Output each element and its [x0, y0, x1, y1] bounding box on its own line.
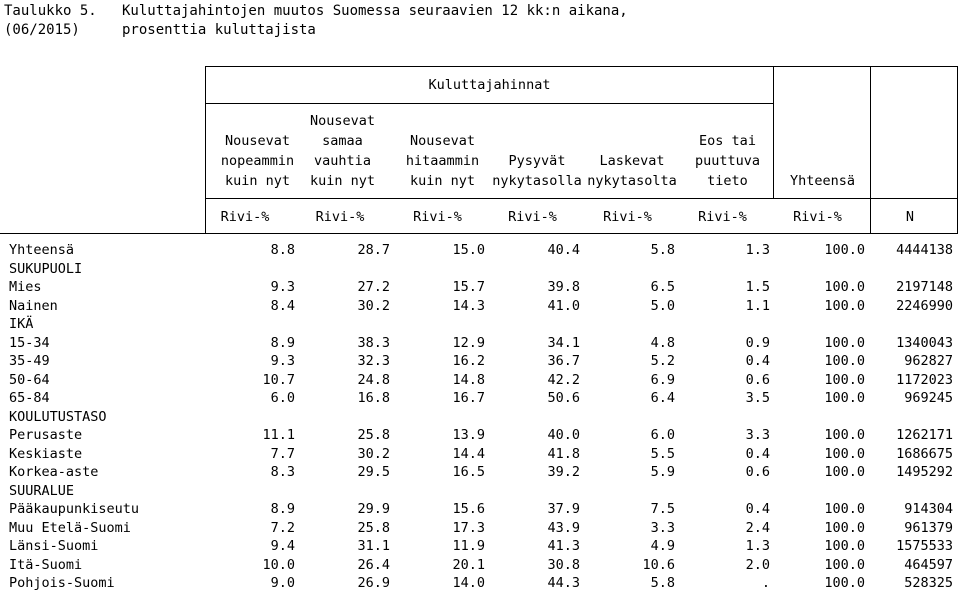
col-header-2: Nousevat samaa vauhtia kuin nyt: [309, 113, 376, 189]
cell-col-5: [585, 260, 680, 279]
row-label: Yhteensä: [9, 242, 75, 259]
cell-col-7: [775, 260, 870, 279]
section-header-row: [0, 482, 958, 501]
header-top-line: [205, 66, 958, 67]
cell-col-2: 30.2: [357, 297, 390, 314]
cell-col-5: [585, 482, 680, 501]
cell-col-4: 41.3: [547, 538, 580, 555]
cell-col-8: 1495292: [896, 464, 953, 481]
col-header-5: Laskevat nykytasolta: [587, 153, 677, 189]
cell-col-1: 6.0: [270, 390, 295, 407]
table-row: [0, 463, 958, 482]
cell-col-4: 44.3: [547, 575, 580, 592]
table-row: [0, 537, 958, 556]
cell-col-2: [300, 315, 395, 334]
cell-col-8: 1340043: [896, 334, 953, 351]
cell-col-3: [395, 482, 490, 501]
cell-col-6: 1.1: [745, 297, 770, 314]
table-row: [0, 574, 958, 593]
row-label: Nainen: [9, 297, 58, 314]
cell-col-5: 10.6: [642, 556, 675, 573]
cell-col-2: 32.3: [357, 353, 390, 370]
cell-col-7: [775, 315, 870, 334]
cell-col-1: [205, 260, 300, 279]
cell-col-7: 100.0: [824, 427, 865, 444]
row-label: 65-84: [9, 390, 50, 407]
table-row: [0, 334, 958, 353]
cell-col-3: 20.1: [452, 556, 485, 573]
header-mid-line: [205, 198, 958, 199]
title-date: (06/2015): [4, 22, 80, 38]
cell-col-8: 464597: [904, 556, 953, 573]
section-header-row: [0, 260, 958, 279]
unit-4: Rivi-%: [508, 209, 557, 225]
cell-col-6: [680, 260, 775, 279]
cell-col-3: [395, 408, 490, 427]
cell-col-2: 29.9: [357, 501, 390, 518]
table-row: [0, 241, 958, 260]
cell-col-8: 1172023: [896, 371, 953, 388]
cell-col-3: 14.4: [452, 445, 485, 462]
cell-col-5: 7.5: [650, 501, 675, 518]
unit-2: Rivi-%: [315, 209, 365, 225]
cell-col-2: 16.8: [357, 390, 390, 407]
section-header-row: [0, 408, 958, 427]
row-label: IKÄ: [9, 316, 34, 333]
cell-col-7: 100.0: [824, 575, 865, 592]
cell-col-8: 961379: [904, 519, 953, 536]
cell-col-7: 100.0: [824, 297, 865, 314]
cell-col-8: 1575533: [896, 538, 953, 555]
cell-col-5: 5.8: [650, 575, 675, 592]
table-row: [0, 278, 958, 297]
cell-col-6: [680, 482, 775, 501]
cell-col-2: 26.4: [357, 556, 390, 573]
unit-n: N: [905, 209, 915, 225]
cell-col-3: 11.9: [452, 538, 485, 555]
header-bottom-line: [0, 233, 958, 234]
cell-col-8: 528325: [904, 575, 953, 592]
cell-col-5: 5.5: [650, 445, 675, 462]
cell-col-6: 3.5: [745, 390, 770, 407]
row-label: Pääkaupunkiseutu: [9, 501, 140, 518]
cell-col-6: [680, 315, 775, 334]
group-header: Kuluttajahinnat: [428, 77, 551, 93]
cell-col-7: 100.0: [824, 556, 865, 573]
cell-col-7: 100.0: [824, 334, 865, 351]
table-row: [0, 352, 958, 371]
cell-col-4: 36.7: [547, 353, 580, 370]
cell-col-5: 6.9: [650, 371, 675, 388]
section-header-row: [0, 315, 958, 334]
row-label: Mies: [9, 279, 42, 296]
cell-col-6: 1.5: [745, 279, 770, 296]
table-row: [0, 389, 958, 408]
cell-col-3: 14.3: [452, 297, 485, 314]
row-label: SUKUPUOLI: [9, 260, 83, 277]
cell-col-8: 1686675: [896, 445, 953, 462]
cell-col-2: 28.7: [357, 242, 390, 259]
cell-col-7: 100.0: [824, 242, 865, 259]
cell-col-6: [680, 408, 775, 427]
cell-col-1: [205, 482, 300, 501]
cell-col-8: 2197148: [896, 279, 953, 296]
cell-col-6: 0.9: [745, 334, 770, 351]
table-row: [0, 297, 958, 316]
row-label: 35-49: [9, 353, 50, 370]
cell-col-7: 100.0: [824, 519, 865, 536]
cell-col-8: 914304: [904, 501, 953, 518]
cell-col-3: 16.7: [452, 390, 485, 407]
cell-col-3: 14.0: [452, 575, 485, 592]
cell-col-5: 6.5: [650, 279, 675, 296]
cell-col-4: 43.9: [547, 519, 580, 536]
cell-col-3: 16.5: [452, 464, 485, 481]
cell-col-5: 6.4: [650, 390, 675, 407]
row-label: Keskiaste: [9, 445, 83, 462]
cell-col-1: 9.3: [270, 279, 295, 296]
cell-col-4: 40.4: [547, 242, 580, 259]
cell-col-2: 29.5: [357, 464, 390, 481]
cell-col-5: 4.8: [650, 334, 675, 351]
cell-col-3: 15.6: [452, 501, 485, 518]
cell-col-2: 30.2: [357, 445, 390, 462]
cell-col-1: 7.2: [270, 519, 295, 536]
row-label: 50-64: [9, 371, 50, 388]
cell-col-7: 100.0: [824, 279, 865, 296]
table-row: [0, 556, 958, 575]
unit-5: Rivi-%: [603, 209, 652, 225]
table-row: [0, 445, 958, 464]
cell-col-7: 100.0: [824, 501, 865, 518]
cell-col-3: 14.8: [452, 371, 485, 388]
row-label: 15-34: [9, 334, 50, 351]
table-number: Taulukko 5.: [4, 3, 97, 19]
cell-col-3: 13.9: [452, 427, 485, 444]
cell-col-1: 7.7: [270, 445, 295, 462]
cell-col-7: 100.0: [824, 538, 865, 555]
cell-col-1: 8.8: [270, 242, 295, 259]
cell-col-1: 11.1: [262, 427, 295, 444]
col-header-6: Eos tai puuttuva tieto: [694, 133, 761, 189]
col-header-1: Nousevat nopeammin kuin nyt: [220, 133, 295, 189]
cell-col-4: 39.8: [547, 279, 580, 296]
cell-col-4: 34.1: [547, 334, 580, 351]
cell-col-1: 10.7: [262, 371, 295, 388]
cell-col-4: 42.2: [547, 371, 580, 388]
col-header-4: Pysyvät nykytasolla: [492, 153, 582, 189]
row-label: KOULUTUSTASO: [9, 408, 107, 425]
cell-col-2: [300, 482, 395, 501]
cell-col-6: 0.4: [745, 445, 770, 462]
cell-col-8: 969245: [904, 390, 953, 407]
cell-col-5: [585, 408, 680, 427]
cell-col-2: 25.8: [357, 519, 390, 536]
cell-col-1: 8.3: [270, 464, 295, 481]
cell-col-2: [300, 408, 395, 427]
header-n-line: [870, 66, 871, 233]
cell-col-3: 15.7: [452, 279, 485, 296]
cell-col-7: 100.0: [824, 353, 865, 370]
cell-col-8: 4444138: [896, 242, 953, 259]
cell-col-2: 25.8: [357, 427, 390, 444]
cell-col-3: [395, 315, 490, 334]
table-row: [0, 371, 958, 390]
cell-col-5: 3.3: [650, 519, 675, 536]
cell-col-5: 5.8: [650, 242, 675, 259]
row-label: Muu Etelä-Suomi: [9, 519, 131, 536]
row-label: Perusaste: [9, 427, 83, 444]
cell-col-6: 3.3: [745, 427, 770, 444]
cell-col-3: [395, 260, 490, 279]
cell-col-8: [870, 408, 958, 427]
unit-7: Rivi-%: [793, 209, 842, 225]
cell-col-1: 10.0: [262, 556, 295, 573]
cell-col-8: 2246990: [896, 297, 953, 314]
cell-col-3: 17.3: [452, 519, 485, 536]
row-label: Korkea-aste: [9, 464, 99, 481]
cell-col-6: 0.4: [745, 353, 770, 370]
cell-col-5: 5.9: [650, 464, 675, 481]
cell-col-2: 31.1: [357, 538, 390, 555]
header-right-line: [957, 66, 958, 233]
cell-col-6: 1.3: [745, 242, 770, 259]
table-row: [0, 426, 958, 445]
cell-col-6: .: [761, 575, 770, 592]
cell-col-4: [490, 260, 585, 279]
unit-1: Rivi-%: [220, 209, 270, 225]
cell-col-8: 962827: [904, 353, 953, 370]
cell-col-6: 0.6: [745, 464, 770, 481]
title-line-1: Kuluttajahintojen muutos Suomessa seuraavien 12 kk:n aikana,: [122, 3, 628, 19]
table-row: [0, 500, 958, 519]
cell-col-5: [585, 315, 680, 334]
unit-6: Rivi-%: [698, 209, 747, 225]
cell-col-3: 15.0: [452, 242, 485, 259]
cell-col-6: 0.4: [745, 501, 770, 518]
table-row: [0, 519, 958, 538]
cell-col-5: 5.0: [650, 297, 675, 314]
cell-col-1: [205, 408, 300, 427]
cell-col-7: 100.0: [824, 464, 865, 481]
cell-col-4: 41.0: [547, 297, 580, 314]
cell-col-3: 12.9: [452, 334, 485, 351]
cell-col-8: 1262171: [896, 427, 953, 444]
cell-col-8: [870, 482, 958, 501]
cell-col-1: 8.9: [270, 334, 295, 351]
cell-col-2: [300, 260, 395, 279]
cell-col-4: 37.9: [547, 501, 580, 518]
cell-col-6: 1.3: [745, 538, 770, 555]
cell-col-7: 100.0: [824, 390, 865, 407]
cell-col-5: 5.2: [650, 353, 675, 370]
cell-col-5: 4.9: [650, 538, 675, 555]
cell-col-6: 2.0: [745, 556, 770, 573]
cell-col-1: 9.0: [270, 575, 295, 592]
cell-col-7: 100.0: [824, 371, 865, 388]
cell-col-1: 9.4: [270, 538, 295, 555]
row-label: SUURALUE: [9, 482, 75, 499]
cell-col-4: [490, 315, 585, 334]
cell-col-1: 8.9: [270, 501, 295, 518]
cell-col-1: 9.3: [270, 353, 295, 370]
cell-col-7: [775, 482, 870, 501]
cell-col-2: 38.3: [357, 334, 390, 351]
cell-col-2: 26.9: [357, 575, 390, 592]
row-label: Länsi-Suomi: [9, 538, 99, 555]
cell-col-5: 6.0: [650, 427, 675, 444]
row-label: Itä-Suomi: [9, 556, 83, 573]
title-line-2: prosenttia kuluttajista: [122, 22, 316, 38]
col-header-7: Yhteensä: [789, 173, 856, 189]
cell-col-8: [870, 315, 958, 334]
cell-col-4: 30.8: [547, 556, 580, 573]
cell-col-2: 27.2: [357, 279, 390, 296]
cell-col-4: 39.2: [547, 464, 580, 481]
row-label: Pohjois-Suomi: [9, 575, 115, 592]
cell-col-8: [870, 260, 958, 279]
data-table: [0, 241, 958, 593]
cell-col-4: 41.8: [547, 445, 580, 462]
cell-col-6: 2.4: [745, 519, 770, 536]
cell-col-7: [775, 408, 870, 427]
cell-col-7: 100.0: [824, 445, 865, 462]
cell-col-1: [205, 315, 300, 334]
cell-col-1: 8.4: [270, 297, 295, 314]
unit-3: Rivi-%: [413, 209, 462, 225]
group-underline: [205, 103, 774, 104]
cell-col-4: [490, 408, 585, 427]
cell-col-4: 50.6: [547, 390, 580, 407]
cell-col-2: 24.8: [357, 371, 390, 388]
cell-col-6: 0.6: [745, 371, 770, 388]
cell-col-4: 40.0: [547, 427, 580, 444]
cell-col-4: [490, 482, 585, 501]
cell-col-3: 16.2: [452, 353, 485, 370]
col-header-3: Nousevat hitaammin kuin nyt: [405, 133, 480, 189]
